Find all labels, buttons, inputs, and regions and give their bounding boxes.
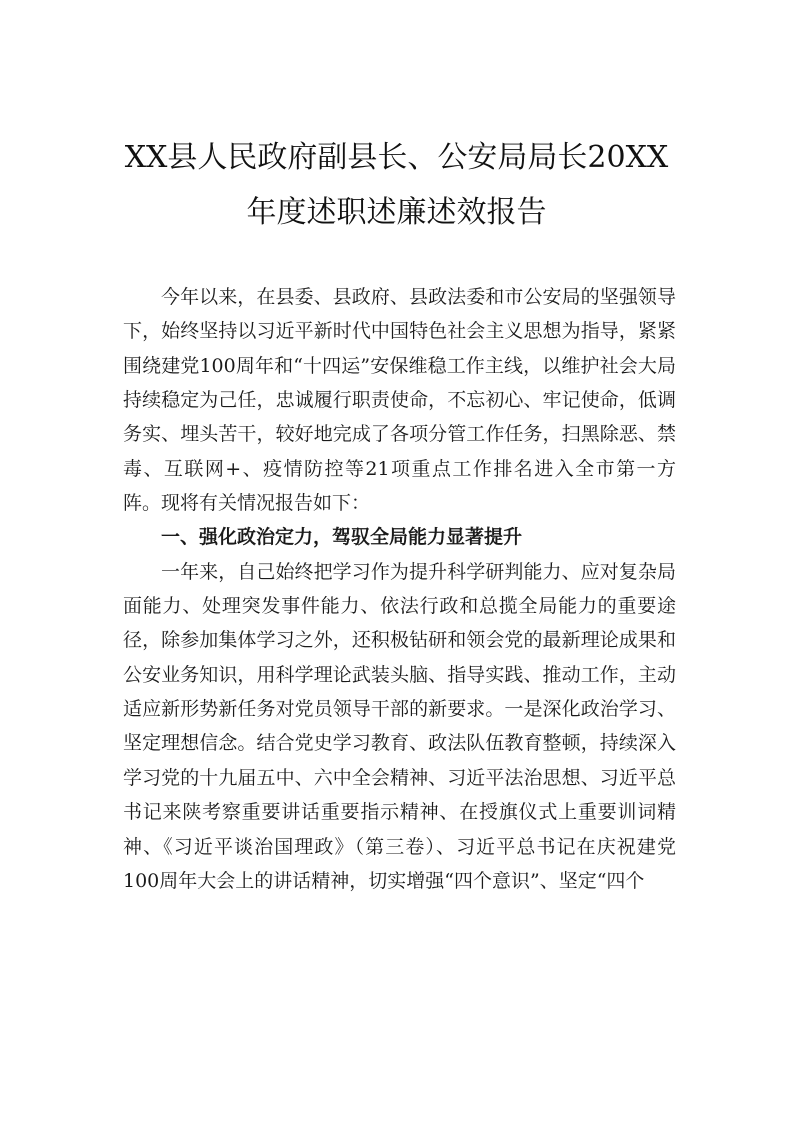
section-1-paragraph: 一年来，自己始终把学习作为提升科学研判能力、应对复杂局面能力、处理突发事件能力、依法行政和总揽全局能力的重要途径，除参加集体学习之外，还积极钻研和领会党的最新理论成果和公安业务知识，用科学理论武装头脑、指导实践、推动工作，主动适应新形势新任务对党员领导干部的新要求。一是深化政治学习、坚定理想信念。结合党史学习教育、政法队伍教育整顿，持续深入学习党的十九届五中、六中全会精神、习近平法治思想、习近平总书记来陕考察重要讲话重要指示精神、在授旗仪式上重要训词精神、《习近平谈治国理政》（第三卷）、习近平总书记在庆祝建党100周年大会上的讲话精神，切实增强“四个意识”、坚定“四个 — [123, 560, 676, 892]
section-1-heading: 一、强化政治定力，驾驭全局能力显著提升 — [161, 526, 523, 549]
document-title-line-2: 年度述职述廉述效报告 — [246, 195, 547, 230]
intro-paragraph: 今年以来，在县委、县政府、县政法委和市公安局的坚强领导下，始终坚持以习近平新时代中国特色社会主义思想为指导，紧紧围绕建党100周年和“十四运”安保维稳工作主线，以维护社会大局持续稳定为己任，忠诚履行职责使命，不忘初心、牢记使命，低调务实、埋头苦干，较好地完成了各项分管工作任务，扫黑除恶、禁毒、互联网+、疫情防控等21项重点工作排名进入全市第一方阵。现将有关情况报告如下： — [123, 286, 676, 515]
document-title-line-1: XX县人民政府副县长、公安局局长20XX — [124, 140, 669, 175]
document-body — [123, 280, 676, 898]
